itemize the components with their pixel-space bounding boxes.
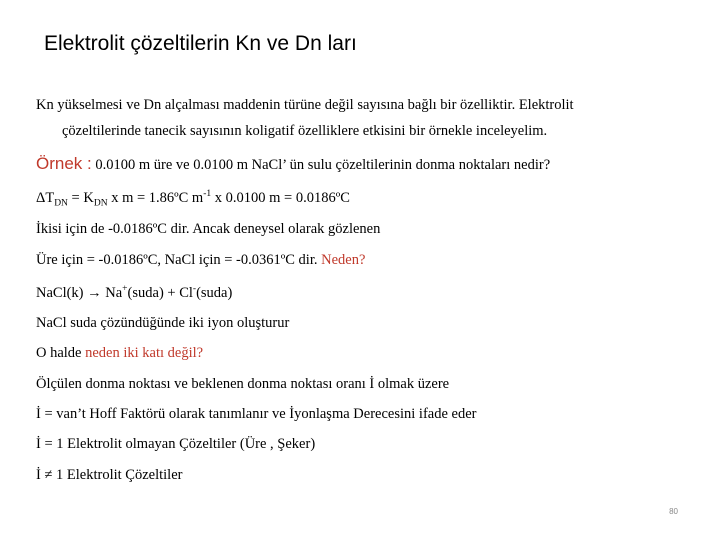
equation-part-c: (suda) (196, 284, 233, 301)
plus-charge: + (122, 284, 128, 294)
intro-line-2: çözeltilerinde tanecik sayısının koligatif özelliklere etkisini bir örnekle inceleyelim. (62, 123, 548, 139)
formula-eq: = K (67, 189, 94, 206)
why-not-double-line (36, 345, 203, 362)
both-values-line: İkisi için de -0.0186ºC dir. Ancak deneysel olarak gözlenen (36, 221, 381, 237)
exponent: -1 (203, 189, 212, 199)
two-ions-line: NaCl suda çözündüğünde iki iyon oluşturur (36, 315, 290, 331)
why-not-double-prefix: O halde (36, 345, 86, 361)
why-not-double-question: neden iki katı değil? (85, 345, 204, 361)
equation-part-b: (suda) + Cl (127, 284, 193, 301)
example-text: 0.0100 m üre ve 0.0100 m NaCl’ ün sulu çözeltilerinin donma noktaları nedir? (91, 157, 551, 173)
minus-charge: - (192, 284, 197, 294)
example-label: Örnek : (36, 154, 92, 173)
example-question (36, 154, 550, 174)
page-number: 80 (669, 507, 678, 516)
vant-hoff-line: İ = van’t Hoff Faktörü olarak tanımlanır ve İyonlaşma Derecesini ifade eder (36, 406, 477, 422)
dn-subscript: DN (54, 198, 68, 209)
formula-end: x 0.0100 m = 0.0186ºC (211, 189, 350, 206)
non-electrolyte-line: İ = 1 Elektrolit olmayan Çözeltiler (Üre , Şeker) (36, 436, 316, 452)
ratio-definition-line: Ölçülen donma noktası ve beklenen donma noktası oranı İ olmak üzere (36, 376, 450, 392)
formula-mid: x m = 1.86ºC m (107, 189, 204, 206)
dn-subscript-2: DN (93, 198, 108, 209)
observed-values-line (36, 252, 365, 269)
intro-line-1: Kn yükselmesi ve Dn alçalması maddenin türüne değil sayısına bağlı bir özelliktir. Elektrolit (36, 97, 574, 113)
freezing-point-formula (36, 189, 350, 209)
dissociation-equation (36, 284, 232, 302)
observed-values-text: Üre için = -0.0186ºC, NaCl için = -0.0361ºC dir. (36, 252, 322, 268)
delta-t-symbol: ΔT (36, 189, 55, 206)
slide-title: Elektrolit çözeltilerin Kn ve Dn ları (44, 32, 357, 55)
why-question: Neden? (321, 252, 366, 268)
electrolyte-line: İ ≠ 1 Elektrolit Çözeltiler (36, 467, 183, 483)
equation-part-a: NaCl(k) → Na (36, 284, 123, 301)
